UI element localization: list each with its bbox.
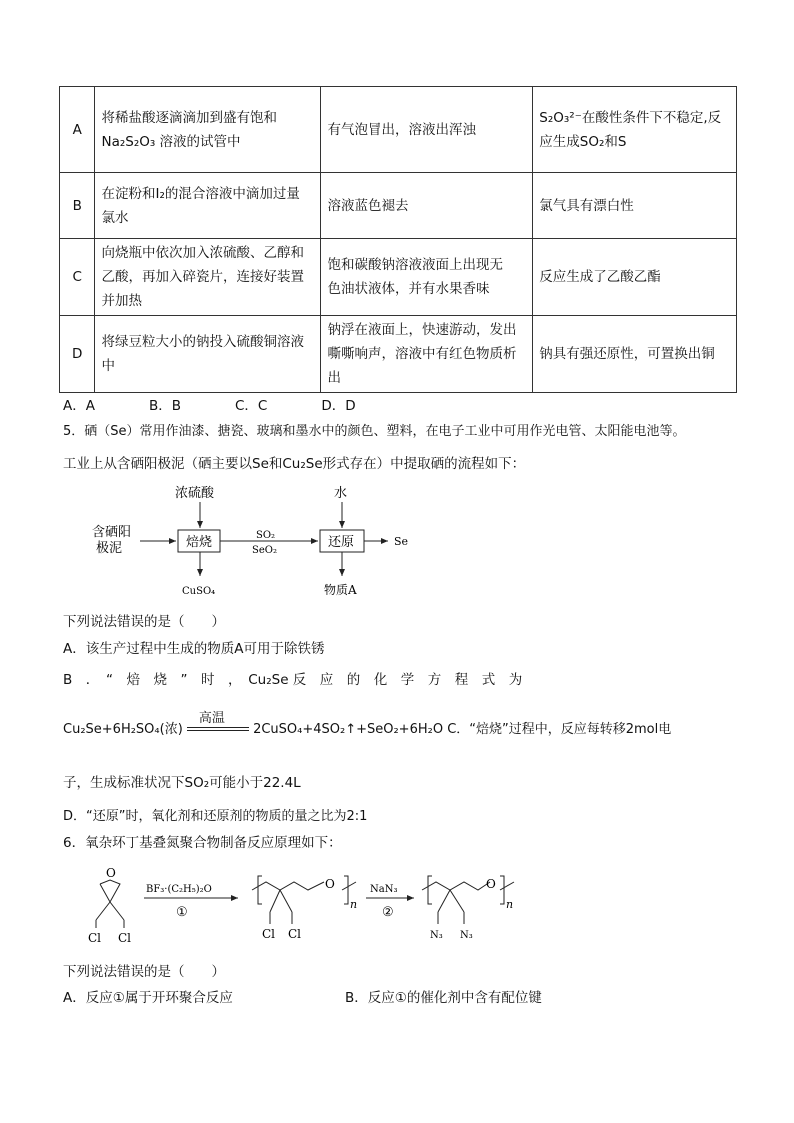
oxygen-atom: O bbox=[486, 877, 496, 891]
experiment-table bbox=[59, 86, 737, 393]
operation-text: 氯水 bbox=[101, 209, 129, 226]
table-row bbox=[60, 87, 737, 173]
q5-option-b: B ． “ 焙 烧 ” 时 ， Cu₂Se 反 应 的 化 学 方 程 式 为 bbox=[63, 672, 523, 688]
oxygen-atom: O bbox=[106, 866, 116, 880]
table-row bbox=[60, 316, 737, 393]
q5-ask: 下列说法错误的是（ ） bbox=[63, 614, 225, 630]
polymer-backbone bbox=[422, 882, 490, 890]
condition-label: 高温 bbox=[198, 710, 225, 726]
operation-text: 将稀盐酸逐滴滴加到盛有饱和 bbox=[101, 109, 277, 126]
row-label: A bbox=[60, 87, 95, 173]
q5-equation bbox=[63, 710, 672, 737]
phenomenon-cell bbox=[321, 316, 533, 393]
gas-label: SeO₂ bbox=[252, 545, 277, 556]
operation-text: 将绿豆粒大小的钠投入硫酸铜溶液 bbox=[101, 334, 304, 350]
q6-option-b: B．反应①的催化剂中含有配位键 bbox=[345, 990, 542, 1006]
process-label: 焙烧 bbox=[186, 535, 213, 550]
q5-option-a: A．该生产过程中生成的物质A可用于除铁锈 bbox=[63, 641, 325, 657]
reaction-scheme bbox=[80, 862, 530, 948]
phenomenon-text: 有气泡冒出，溶液出浑浊 bbox=[327, 121, 476, 138]
operation-text: Na₂S₂O₃ 溶液的试管中 bbox=[101, 133, 241, 150]
feed-label: 含硒阳 bbox=[92, 525, 132, 540]
process-label: 还原 bbox=[328, 535, 355, 550]
operation-cell bbox=[95, 316, 321, 393]
phenomenon-text: 钠浮在液面上，快速游动，发出 bbox=[327, 322, 517, 338]
reagent-label: 浓硫酸 bbox=[175, 486, 215, 501]
feed-label: 极泥 bbox=[96, 541, 123, 556]
phenomenon-text: 溶液蓝色褪去 bbox=[327, 197, 409, 214]
operation-text: 乙酸，再加入碎瓷片，连接好装置 bbox=[101, 269, 304, 285]
chlorine-atom: Cl bbox=[88, 931, 102, 945]
operation-text: 并加热 bbox=[101, 293, 142, 309]
repeat-n: n bbox=[506, 898, 514, 911]
q5-option-d: D．“还原”时，氧化剂和还原剂的物质的量之比为2:1 bbox=[63, 809, 368, 824]
polymer-backbone bbox=[252, 882, 324, 890]
phenomenon-text: 色油状液体，并有水果香味 bbox=[327, 281, 490, 297]
azide-group: N₃ bbox=[460, 930, 473, 941]
phenomenon-cell bbox=[321, 87, 533, 173]
phenomenon-cell bbox=[321, 239, 533, 316]
phenomenon-text: 饱和碳酸钠溶液液面上出现无 bbox=[327, 257, 503, 273]
phenomenon-text: 嘶嘶响声，溶液中有红色物质析 bbox=[327, 346, 517, 362]
row-label: D bbox=[60, 316, 95, 393]
oxygen-atom: O bbox=[325, 877, 335, 891]
chlorine-atom: Cl bbox=[118, 931, 132, 945]
conclusion-text: S₂O₃²⁻在酸性条件下不稳定,反 bbox=[539, 109, 722, 126]
gas-label: SO₂ bbox=[256, 530, 276, 541]
oxetane-ring bbox=[100, 880, 120, 902]
q6-option-a: A．反应①属于开环聚合反应 bbox=[63, 990, 233, 1006]
reagent-label: NaN₃ bbox=[370, 884, 398, 895]
catalyst-label: BF₃·(C₂H₅)₂O bbox=[146, 884, 212, 895]
operation-cell bbox=[95, 239, 321, 316]
step-number: ② bbox=[382, 905, 394, 920]
conclusion-cell bbox=[533, 87, 737, 173]
table-row bbox=[60, 239, 737, 316]
chlorine-atom: Cl bbox=[262, 927, 276, 941]
conclusion-text: 应生成SO₂和S bbox=[539, 133, 627, 150]
reagent-label: 水 bbox=[334, 486, 348, 501]
conclusion-text: 钠具有强还原性，可置换出铜 bbox=[539, 346, 715, 362]
row-label: B bbox=[60, 173, 95, 239]
q5-stem: 工业上从含硒阳极泥（硒主要以Se和Cu₂Se形式存在）中提取硒的流程如下： bbox=[63, 456, 526, 472]
table-row bbox=[60, 173, 737, 239]
operation-cell bbox=[95, 173, 321, 239]
operation-text: 向烧瓶中依次加入浓硫酸、乙醇和 bbox=[101, 245, 304, 261]
q4-options: A．A B．B C．C D．D bbox=[63, 398, 356, 414]
conclusion-cell bbox=[533, 173, 737, 239]
phenomenon-text: 出 bbox=[327, 370, 341, 386]
azide-group: N₃ bbox=[430, 930, 443, 941]
step-number: ① bbox=[176, 905, 188, 920]
chlorine-atom: Cl bbox=[288, 927, 302, 941]
q5-stem: 5．硒（Se）常用作油漆、搪瓷、玻璃和墨水中的颜色、塑料，在电子工业中可用作光电管、太阳能电池等。 bbox=[63, 424, 686, 439]
q6-ask: 下列说法错误的是（ ） bbox=[63, 964, 225, 980]
conclusion-text: 反应生成了乙酸乙酯 bbox=[539, 269, 661, 285]
repeat-n: n bbox=[350, 898, 358, 911]
operation-cell bbox=[95, 87, 321, 173]
equation-right: 2CuSO₄+4SO₂↑+SeO₂+6H₂O C．“焙烧”过程中，反应每转移2mol电 bbox=[253, 722, 672, 737]
operation-text: 中 bbox=[101, 358, 115, 374]
q6-stem: 6．氧杂环丁基叠氮聚合物制备反应原理如下： bbox=[63, 835, 342, 851]
byproduct-label: 物质A bbox=[324, 583, 357, 597]
q5-option-c: 子，生成标准状况下SO₂可能小于22.4L bbox=[63, 775, 301, 791]
equation-left: Cu₂Se+6H₂SO₄(浓) bbox=[63, 722, 183, 737]
row-label: C bbox=[60, 239, 95, 316]
byproduct-label: CuSO₄ bbox=[182, 586, 216, 597]
conclusion-cell bbox=[533, 316, 737, 393]
conclusion-cell bbox=[533, 239, 737, 316]
phenomenon-cell bbox=[321, 173, 533, 239]
conclusion-text: 氯气具有漂白性 bbox=[539, 197, 634, 214]
product-label: Se bbox=[394, 535, 409, 548]
equilibrium-arrow bbox=[187, 710, 249, 735]
operation-text: 在淀粉和I₂的混合溶液中滴加过量 bbox=[101, 185, 300, 202]
flow-diagram bbox=[90, 484, 420, 602]
